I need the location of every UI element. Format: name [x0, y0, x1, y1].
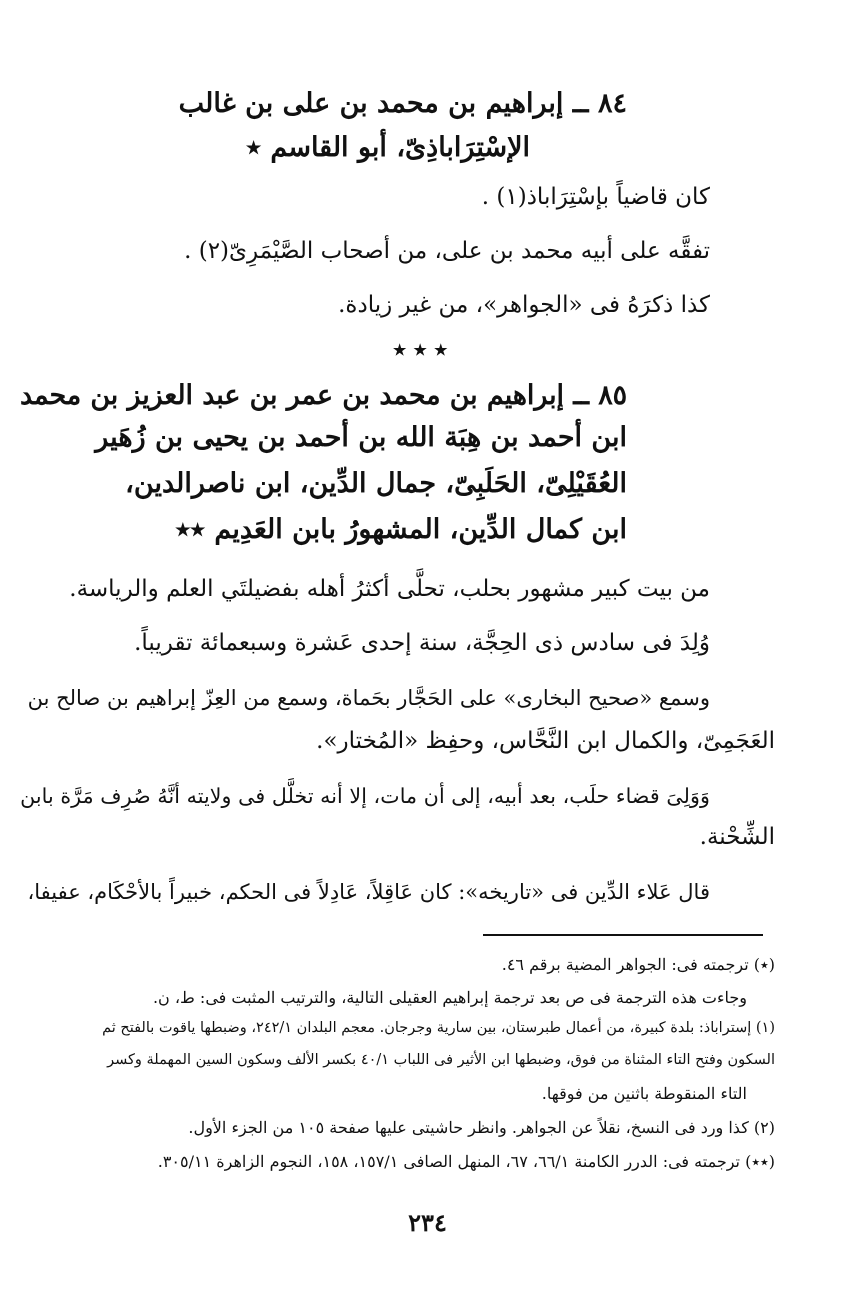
- entry-85-paragraph-4-line2: الشِّحْنة.: [699, 824, 775, 850]
- footnote-star: (٭) ترجمته فى: الجواهر المضية برقم ٤٦.: [501, 955, 775, 974]
- entry-85-paragraph-2: وُلِدَ فى سادس ذى الحِجَّة، سنة إحدى عَشرة وسبعمائة تقريباً.: [134, 630, 710, 656]
- entry-85-paragraph-5: قال عَلاء الدِّين فى «تاريخه»: كان عَاقِلاً، عَادِلاً فى الحكم، خبيراً بالأحْكَام، عفيفا،: [27, 880, 710, 904]
- entry-85-heading-line4: ابن كمال الدِّين، المشهورُ بابن العَدِيم ٭٭: [175, 514, 627, 545]
- entry-85-heading-line1: ٨٥ ــ إبراهيم بن محمد بن عمر بن عبد العزيز بن محمد: [19, 380, 627, 411]
- footnote-rule: [483, 934, 763, 936]
- footnote-1-line2: السكون وفتح التاء المثناة من فوق، وضبطها ابن الأثير فى اللباب ٤٠/١ بكسر الألف وسكون السين المهملة وكسر: [107, 1052, 775, 1068]
- entry-84-paragraph-3: كذا ذكرَهُ فى «الجواهر»، من غير زيادة.: [338, 292, 710, 318]
- entry-85-paragraph-3-line1: وسمع «صحيح البخارى» على الحَجَّار بحَماة، وسمع من العِزّ إبراهيم بن صالح بن: [27, 686, 710, 710]
- entry-85-paragraph-3-line2: العَجَمِىّ، والكمال ابن النَّحَّاس، وحفِظ «المُختار».: [316, 728, 775, 754]
- entry-84-heading-line2: الإسْتِرَاباذِىّ، أبو القاسم ٭: [246, 132, 530, 163]
- entry-84-heading-line1: ٨٤ ــ إبراهيم بن محمد بن على بن غالب: [178, 88, 627, 119]
- page-number: ٢٣٤: [408, 1208, 447, 1237]
- section-separator: ٭ ٭ ٭: [393, 336, 447, 363]
- entry-85-paragraph-4-line1: وَوَلِىَ قضاء حلَب، بعد أبيه، إلى أن مات، إلا أنه تخلَّل فى ولايته أنَّهُ صُرِف مَرَّة بابن: [20, 784, 710, 808]
- footnote-2: (٢) كذا ورد فى النسخ، نقلاً عن الجواهر. وانظر حاشيتى عليها صفحة ١٠٥ من الجزء الأول.: [188, 1118, 775, 1137]
- entry-85-paragraph-1: من بيت كبير مشهور بحلب، تحلَّى أكثرُ أهله بفضيلتَي العلم والرياسة.: [69, 576, 710, 602]
- footnote-star-extra: وجاءت هذه الترجمة فى ص بعد ترجمة إبراهيم العقيلى التالية، والترتيب المثبت فى: ط، ن.: [152, 988, 747, 1007]
- entry-84-paragraph-2: تفقَّه على أبيه محمد بن على، من أصحاب الصَّيْمَرِىّ(٢) .: [184, 238, 710, 264]
- entry-85-heading-line3: العُقَيْلِىّ، الحَلَبِىّ، جمال الدِّين، ابن ناصرالدين،: [125, 468, 627, 499]
- footnote-starstar: (٭٭) ترجمته فى: الدرر الكامنة ٦٦/١، ٦٧، المنهل الصافى ١٥٧/١، ١٥٨، النجوم الزاهرة ٣٠٥/١١.: [157, 1152, 775, 1171]
- entry-84-paragraph-1: كان قاضياً بإسْتِرَاباذ(١) .: [481, 184, 710, 210]
- entry-85-heading-line2: ابن أحمد بن هِبَة الله بن أحمد بن يحيى بن زُهَير: [95, 422, 627, 453]
- footnote-1-line1: (١) إستراباذ: بلدة كبيرة، من أعمال طبرستان، بين سارية وجرجان. معجم البلدان ٢٤٢/١، وضبطها ياقوت بالفتح ثم: [102, 1020, 775, 1036]
- footnote-1-line3: التاء المنقوطة باثنين من فوقها.: [541, 1084, 747, 1103]
